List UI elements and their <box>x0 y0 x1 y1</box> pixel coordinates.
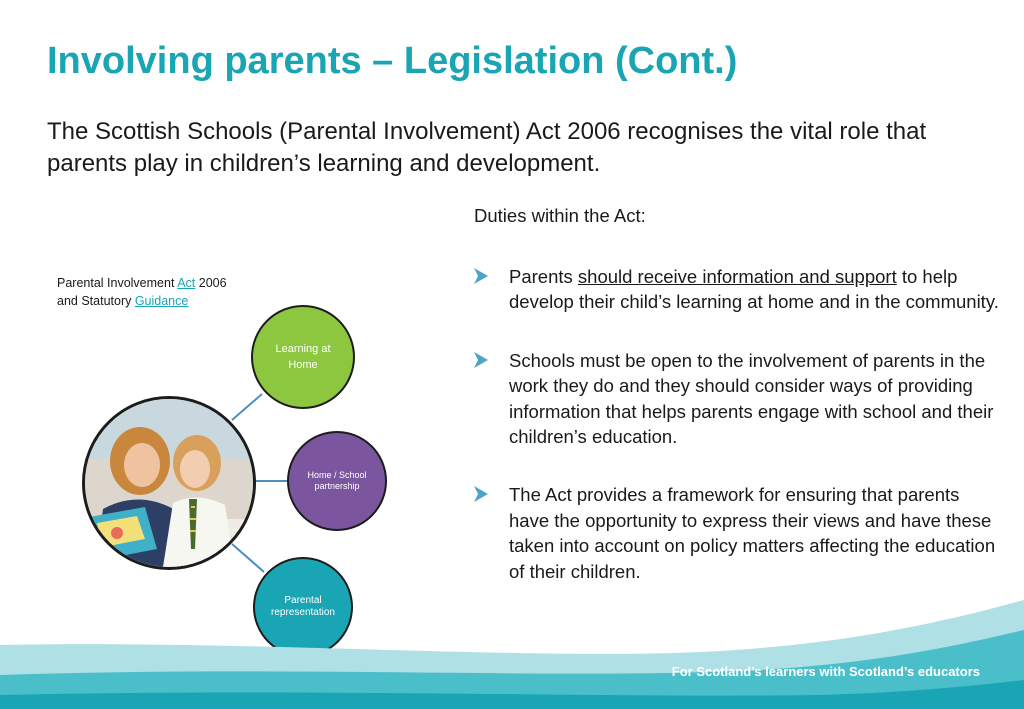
duty-text: to help develop their child’s learning at home and in the community. <box>509 266 999 313</box>
arrow-bullet-icon <box>474 268 488 284</box>
node-home-school-partnership <box>287 431 387 531</box>
parent-child-photo <box>82 396 256 570</box>
node-label: Home / School partnership <box>307 470 367 491</box>
node-label: Learning at Home <box>275 343 331 371</box>
list-item <box>474 264 1004 315</box>
caption-text: and Statutory <box>57 294 135 308</box>
list-item <box>474 482 1004 584</box>
duties-list <box>474 264 1004 584</box>
act-link[interactable]: Act <box>177 276 196 290</box>
node-learning-at-home <box>251 305 355 409</box>
guidance-link[interactable]: Guidance <box>134 294 189 308</box>
arrow-bullet-icon <box>474 486 488 502</box>
footer-waves <box>0 600 1024 709</box>
connector-line <box>232 394 262 420</box>
caption-text: Parental Involvement <box>57 276 178 290</box>
arrow-bullet-icon <box>474 352 488 368</box>
list-item <box>474 348 1004 450</box>
duty-emphasis: should receive information and support <box>577 266 897 287</box>
duty-text: Schools must be open to the involvement of parents in the work they do and they should consider ways of providing information that helps parents engage with school and their children’s education. <box>509 349 994 448</box>
duty-text: The Act provides a framework for ensuring that parents have the opportunity to express their views and have these taken into account on policy matters affecting the education of their children. <box>509 484 996 582</box>
node-label: Parental representation <box>271 595 335 618</box>
page-title: Involving parents – Legislation (Cont.) <box>47 40 738 82</box>
caption-text: 2006 <box>195 276 227 290</box>
connector-line <box>232 544 264 572</box>
duties-heading: Duties within the Act: <box>474 205 646 226</box>
footer-tagline: For Scotland’s learners with Scotland’s educators <box>671 664 980 679</box>
photo-illustration <box>85 399 253 567</box>
duty-text: Parents <box>509 266 578 287</box>
intro-paragraph: The Scottish Schools (Parental Involvement) Act 2006 recognises the vital role that parents play in children’s learning and development. <box>47 118 927 177</box>
